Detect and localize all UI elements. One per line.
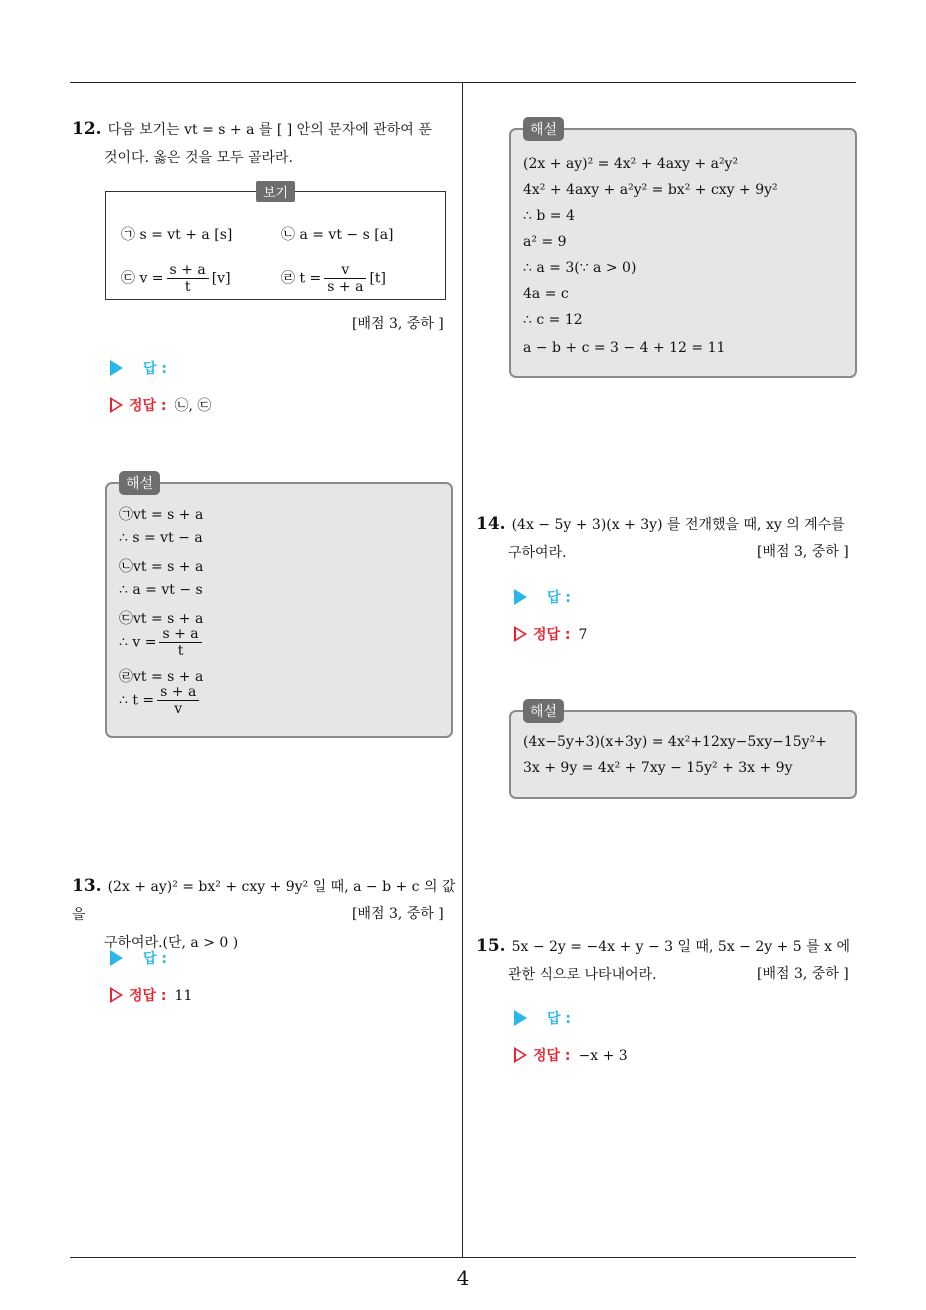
problem-number: 13.: [72, 876, 102, 896]
solution-lhs: ∴ v =: [119, 634, 157, 651]
correct-answer-value: 7: [578, 627, 588, 643]
solution-line: a² = 9: [523, 234, 567, 250]
solution-line: ∴ a = 3(∵ a > 0): [523, 260, 637, 276]
score-meta: [배점 3, 중하 ]: [352, 316, 444, 332]
bogi-item: [281, 262, 386, 295]
outline-triangle-icon: [110, 397, 123, 413]
play-triangle-icon: [110, 950, 123, 966]
bogi-item-bracket: [v]: [211, 270, 231, 287]
bogi-box: [105, 186, 446, 300]
page-number: 4: [456, 1266, 470, 1290]
bogi-label: 보기: [256, 181, 295, 202]
problem-number: 14.: [476, 514, 506, 534]
correct-answer-label: 정답 :: [129, 398, 167, 414]
correct-answer-label: 정답 :: [129, 988, 167, 1004]
correct-answer-row: [110, 395, 211, 415]
solution-tag: 해설: [523, 699, 564, 723]
solution-line: ㉡vt = s + a: [119, 559, 204, 575]
correct-answer-value: −x + 3: [578, 1048, 628, 1064]
score-meta: [배점 3, 중하 ]: [352, 906, 444, 922]
problem-text: 5x − 2y = −4x + y − 3 일 때, 5x − 2y + 5 를 x 에: [511, 939, 851, 955]
fraction: [324, 262, 366, 295]
problem-text: 다음 보기는 vt = s + a 를 [ ] 안의 문자에 관하여 푼: [107, 122, 432, 138]
top-rule: [70, 82, 856, 83]
solution-line: ∴ c = 12: [523, 312, 583, 328]
solution-line: ㉢vt = s + a: [119, 611, 204, 627]
score-meta: [배점 3, 중하 ]: [757, 544, 849, 560]
solution-line: ∴ s = vt − a: [119, 530, 203, 546]
solution-line: ㉠vt = s + a: [119, 507, 204, 523]
correct-answer-label: 정답 :: [533, 1048, 571, 1064]
score-meta: [배점 3, 중하 ]: [757, 966, 849, 982]
solution-line: ∴ a = vt − s: [119, 582, 203, 598]
problem-12: [72, 115, 457, 172]
fraction-numerator: v: [324, 262, 366, 279]
solution-line: ∴ b = 4: [523, 208, 575, 224]
play-triangle-icon: [514, 1010, 527, 1026]
answer-label: 답 :: [547, 1011, 571, 1027]
problem-number: 12.: [72, 119, 102, 139]
fraction-denominator: t: [184, 279, 191, 295]
column-divider: [462, 82, 463, 1258]
bogi-item: ㉡ a = vt − s [a]: [281, 227, 394, 243]
play-triangle-icon: [514, 589, 527, 605]
answer-label: 답 :: [547, 590, 571, 606]
outline-triangle-icon: [514, 1047, 527, 1063]
solution-line: [119, 684, 202, 717]
correct-answer-label: 정답 :: [533, 627, 571, 643]
correct-answer-row: [514, 1045, 628, 1065]
answer-row: [110, 948, 167, 968]
solution-tag: 해설: [523, 117, 564, 141]
fraction: [167, 262, 209, 295]
problem-text: (4x − 5y + 3)(x + 3y) 를 전개했을 때, xy 의 계수를: [511, 517, 845, 533]
correct-answer-row: [514, 624, 587, 644]
bottom-rule: [70, 1257, 856, 1258]
problem-text: 구하여라.: [508, 545, 567, 561]
solution-line: ㉣vt = s + a: [119, 669, 204, 685]
bogi-item: [121, 262, 231, 295]
solution-tag: 해설: [119, 471, 160, 495]
fraction: [157, 684, 199, 717]
solution-line: 4x² + 4axy + a²y² = bx² + cxy + 9y²: [523, 182, 778, 198]
solution-line: 4a = c: [523, 286, 569, 302]
bogi-item-lhs: ㉢ v =: [121, 270, 164, 287]
answer-label: 답 :: [143, 951, 167, 967]
correct-answer-value: 11: [174, 988, 193, 1004]
solution-box: [509, 122, 857, 378]
fraction-numerator: s + a: [157, 684, 199, 701]
bogi-item-lhs: ㉣ t =: [281, 270, 322, 287]
problem-number: 15.: [476, 936, 506, 956]
solution-lhs: ∴ t =: [119, 692, 155, 709]
answer-label: 답 :: [143, 361, 167, 377]
problem-text: 관한 식으로 나타내어라.: [508, 967, 657, 983]
fraction-denominator: t: [177, 643, 184, 659]
solution-box: [509, 704, 857, 799]
solution-line: (2x + ay)² = 4x² + 4axy + a²y²: [523, 156, 739, 172]
problem-text: 것이다. 옳은 것을 모두 골라라.: [104, 150, 293, 166]
problem-text: 구하여라.(단, a > 0 ): [104, 935, 239, 951]
solution-line: 3x + 9y = 4x² + 7xy − 15y² + 3x + 9y: [523, 760, 793, 776]
correct-answer-value: ㉡, ㉢: [174, 398, 212, 414]
fraction-denominator: s + a: [327, 279, 364, 295]
solution-line: a − b + c = 3 − 4 + 12 = 11: [523, 340, 726, 356]
fraction-numerator: s + a: [167, 262, 209, 279]
solution-box: [105, 476, 453, 738]
fraction-denominator: v: [174, 701, 183, 717]
bogi-item: ㉠ s = vt + a [s]: [121, 227, 233, 243]
solution-line: [119, 626, 205, 659]
correct-answer-row: [110, 985, 192, 1005]
problem-text: (2x + ay)² = bx² + cxy + 9y² 일 때, a − b + c 의 값을: [72, 879, 456, 923]
answer-row: [514, 1008, 571, 1028]
answer-row: [514, 587, 571, 607]
bogi-item-bracket: [t]: [369, 270, 386, 287]
answer-row: [110, 358, 167, 378]
fraction: [159, 626, 201, 659]
solution-line: (4x−5y+3)(x+3y) = 4x²+12xy−5xy−15y²+: [523, 734, 827, 750]
outline-triangle-icon: [110, 987, 123, 1003]
play-triangle-icon: [110, 360, 123, 376]
fraction-numerator: s + a: [159, 626, 201, 643]
outline-triangle-icon: [514, 626, 527, 642]
